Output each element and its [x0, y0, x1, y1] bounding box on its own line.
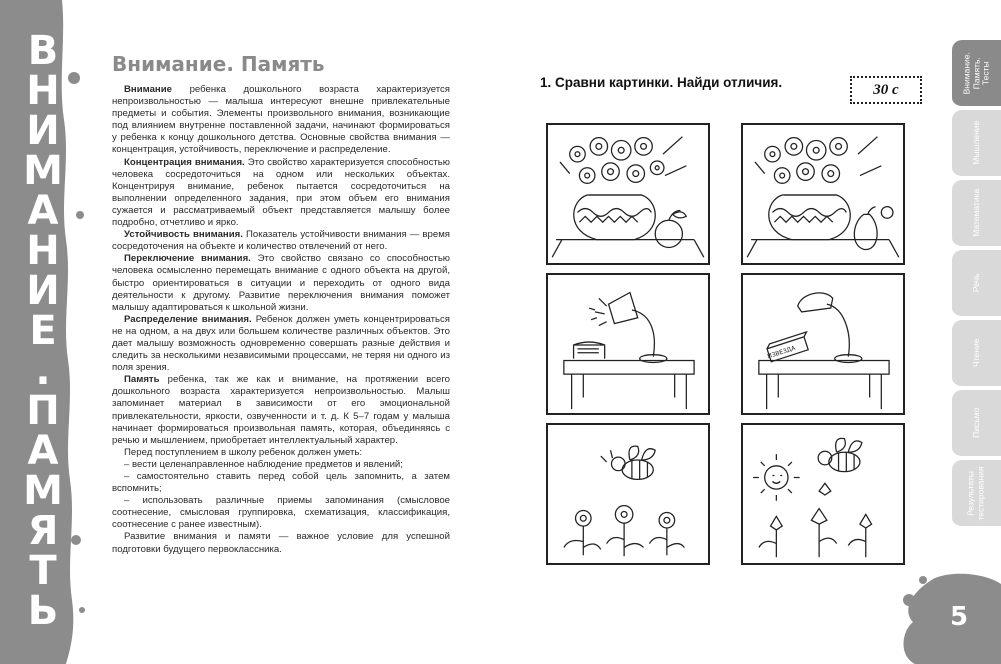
bee-flowers-drawing — [743, 425, 903, 563]
left-side-band — [0, 0, 90, 664]
paragraph-text: Ребенок должен уметь концентрироваться не на одном, а на двух или большем количестве различных объектов. Это дает малышу возможность одновременно совершать разные действия и следить за несколькими независимыми процессами, не теряя ни одного из поля зрения. — [112, 313, 450, 374]
tab-label: Математика — [970, 189, 981, 237]
paragraph-text: Это свойство характеризуется способностью человека сосредоточиться на одном или нескольких объектах. Концентрируя внимание, ребенок пытается сосредоточиться на выполнении определенного задания, при этом объем его внимания сужается и рассматриваемый объект представляется малышу более подробно, отчетливо и ярко. — [112, 156, 450, 229]
vase-flowers-drawing — [743, 125, 903, 263]
tab-reading[interactable] — [952, 320, 1001, 388]
book-title-label: ИЗВЕЗДА — [766, 344, 797, 361]
paragraph-stability — [112, 229, 450, 253]
paragraph-text: ребенка, так же как и внимание, на протяжении всего дошкольного возраста характеризуется непроизвольностью. Малыш запоминает материал в зависимости от его эмоциональной привлекательности, яркости, озвученности и т. д. К 5–7 годам у малыша начинает формироваться произвольная память, которая, объединяясь с речью и мышлением, приобретает интеллектуальный характер. — [112, 374, 450, 446]
tab-writing[interactable] — [952, 390, 1001, 458]
tab-thinking[interactable] — [952, 110, 1001, 178]
picture-vase-right[interactable] — [741, 123, 905, 265]
paragraph-switching — [112, 253, 450, 313]
paragraph-memory — [112, 374, 450, 447]
picture-bee-right[interactable] — [741, 423, 905, 565]
tab-math[interactable] — [952, 180, 1001, 248]
paragraph-distribution — [112, 314, 450, 374]
tab-label: Внимание. Память. Тесты — [961, 51, 991, 95]
article-body — [112, 84, 450, 556]
paragraph-attention — [112, 84, 450, 157]
picture-lamp-left[interactable] — [546, 273, 710, 415]
tab-attention-memory-tests[interactable] — [952, 40, 1001, 108]
term-switching: Переключение внимания. — [124, 253, 251, 265]
paragraph-text: Показатель устойчивости внимания — время сосредоточения на объекте и количество отвлечений от него. — [112, 229, 450, 253]
list-item: – самостоятельно ставить перед собой цель запомнить, а затем вспомнить; — [112, 471, 450, 495]
tab-test-results[interactable] — [952, 460, 1001, 528]
desk-lamp-drawing — [548, 275, 708, 413]
list-item: – вести целенаправленное наблюдение предметов и явлений; — [124, 458, 403, 470]
tab-label: Речь — [970, 273, 981, 293]
picture-lamp-right[interactable] — [741, 273, 905, 415]
tab-speech[interactable] — [952, 250, 1001, 318]
term-attention: Внимание — [124, 84, 172, 95]
picture-vase-left[interactable] — [546, 123, 710, 265]
vertical-section-title: ВНИМАНИЕ.ПАМЯТЬ — [20, 28, 66, 628]
term-memory: Память — [124, 374, 160, 386]
task-title: 1. Сравни картинки. Найди отличия. — [540, 75, 783, 90]
section-tabs — [952, 40, 1001, 550]
tab-label: Чтение — [970, 338, 981, 368]
list-item: – использовать различные приемы запоминания (смысловое соотнесение, смысловая группировка, схематизация, классификация, соотнесение с ранее известным). — [112, 495, 450, 531]
timer-badge: 30 с — [850, 76, 922, 104]
paragraph-text: ребенка дошкольного возраста характеризуется непроизвольностью — малыша интересуют внешне привлекательные предметы и события. Элементы произвольного внимания, возникающие под влиянием внутренне поставленной задачи, начинают формироваться у ребенка к концу дошкольного детства. Основные свойства внимания — концентрация, устойчивость, переключение и распределение. — [112, 84, 450, 156]
paragraph-conclusion: Развитие внимания и памяти — важное условие для успешной подготовки будущего первоклассника. — [112, 531, 450, 555]
page-title: Внимание. Память — [112, 52, 325, 76]
page-number-splash — [895, 570, 1001, 664]
paragraph-concentration — [112, 157, 450, 230]
term-concentration: Концентрация внимания. — [124, 156, 245, 168]
tab-label: Результаты тестирования — [966, 465, 986, 521]
vase-flowers-drawing — [548, 125, 708, 263]
page-number: 5 — [950, 602, 969, 632]
term-distribution: Распределение внимания. — [124, 313, 252, 325]
term-stability: Устойчивость внимания. — [124, 229, 243, 241]
tab-label: Письмо — [970, 407, 981, 439]
picture-bee-left[interactable] — [546, 423, 710, 565]
paragraph-text: Это свойство связано со способностью человека осмысленно перемещать внимание с одного объекта на другой, быстро ориентироваться в ситуации и переходить от одного вида деятельности к другому. Развитие переключения внимания поможет малышу адаптироваться к школьной жизни. — [112, 253, 451, 313]
bee-flowers-drawing — [548, 425, 708, 563]
desk-lamp-drawing — [743, 275, 903, 413]
tab-label: Мышление — [970, 121, 981, 165]
paragraph-requirements: Перед поступлением в школу ребенок должен уметь: — [124, 446, 363, 458]
